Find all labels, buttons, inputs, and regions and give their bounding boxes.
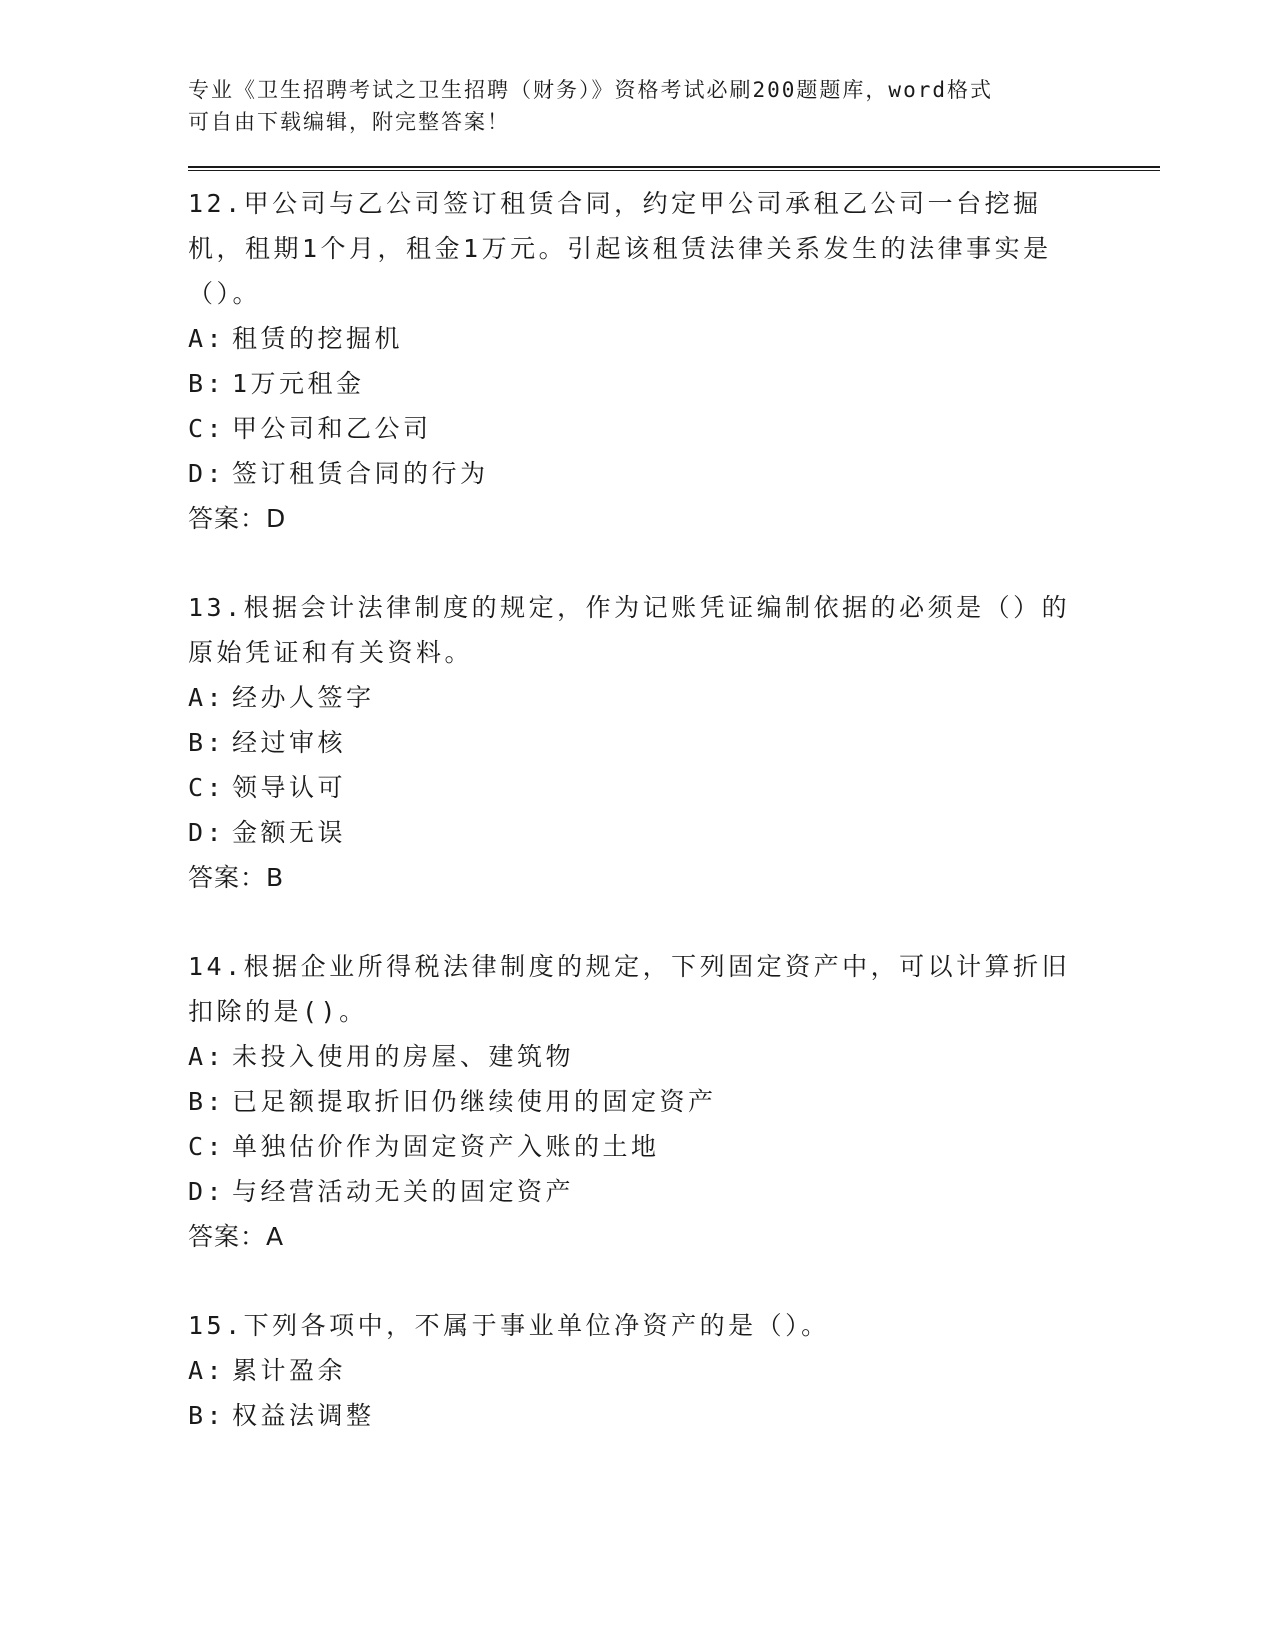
option-key: B: <box>188 1087 226 1116</box>
answer-label: 答案：B <box>188 863 285 892</box>
question-stem: 15.下列各项中，不属于事业单位净资产的是（）。 <box>188 1311 830 1340</box>
header-divider <box>188 166 1160 171</box>
option-key: C: <box>188 1132 226 1161</box>
option-text: 经过审核 <box>232 728 347 757</box>
option-key: A: <box>188 324 226 353</box>
option-key: A: <box>188 1042 226 1071</box>
document-header <box>188 74 1160 138</box>
option-text: 单独估价作为固定资产入账的土地 <box>232 1132 660 1161</box>
option-c <box>188 765 1160 810</box>
question-stem: 14.根据企业所得税法律制度的规定，下列固定资产中，可以计算折旧扣除的是()。 <box>188 952 1071 1026</box>
header-line-2: 可自由下载编辑，附完整答案！ <box>188 110 510 134</box>
option-key: D: <box>188 818 226 847</box>
option-b <box>188 720 1160 765</box>
option-d <box>188 1169 1160 1214</box>
option-key: C: <box>188 773 226 802</box>
header-line-1: 专业《卫生招聘考试之卫生招聘（财务）》资格考试必刷200题题库，word格式 <box>188 78 993 102</box>
option-key: B: <box>188 369 226 398</box>
option-a <box>188 316 1160 361</box>
option-text: 权益法调整 <box>232 1401 375 1430</box>
option-b <box>188 1079 1160 1124</box>
option-text: 签订租赁合同的行为 <box>232 459 489 488</box>
option-text: 未投入使用的房屋、建筑物 <box>232 1042 575 1071</box>
option-key: B: <box>188 1401 226 1430</box>
question-12 <box>188 181 1160 541</box>
document-page <box>188 74 1160 1438</box>
option-key: A: <box>188 683 226 712</box>
question-15 <box>188 1303 1160 1438</box>
question-13 <box>188 585 1160 900</box>
option-text: 已足额提取折旧仍继续使用的固定资产 <box>232 1087 717 1116</box>
option-d <box>188 810 1160 855</box>
option-key: D: <box>188 1177 226 1206</box>
option-b <box>188 1393 1160 1438</box>
option-key: A: <box>188 1356 226 1385</box>
option-d <box>188 451 1160 496</box>
option-text: 累计盈余 <box>232 1356 347 1385</box>
option-text: 1万元租金 <box>232 369 365 398</box>
option-c <box>188 1124 1160 1169</box>
option-text: 经办人签字 <box>232 683 375 712</box>
question-stem: 12.甲公司与乙公司签订租赁合同，约定甲公司承租乙公司一台挖掘机，租期1个月，租金1万元。引起该租赁法律关系发生的法律事实是（）。 <box>188 189 1052 308</box>
option-text: 租赁的挖掘机 <box>232 324 404 353</box>
option-b <box>188 361 1160 406</box>
option-text: 与经营活动无关的固定资产 <box>232 1177 575 1206</box>
option-text: 金额无误 <box>232 818 347 847</box>
answer-label: 答案：D <box>188 504 287 533</box>
option-key: B: <box>188 728 226 757</box>
question-stem: 13.根据会计法律制度的规定，作为记账凭证编制依据的必须是（）的原始凭证和有关资料。 <box>188 593 1071 667</box>
option-key: D: <box>188 459 226 488</box>
option-text: 甲公司和乙公司 <box>232 414 432 443</box>
question-14 <box>188 944 1160 1259</box>
option-a <box>188 1348 1160 1393</box>
option-text: 领导认可 <box>232 773 347 802</box>
option-key: C: <box>188 414 226 443</box>
answer-label: 答案：A <box>188 1222 285 1251</box>
option-c <box>188 406 1160 451</box>
option-a <box>188 1034 1160 1079</box>
option-a <box>188 675 1160 720</box>
